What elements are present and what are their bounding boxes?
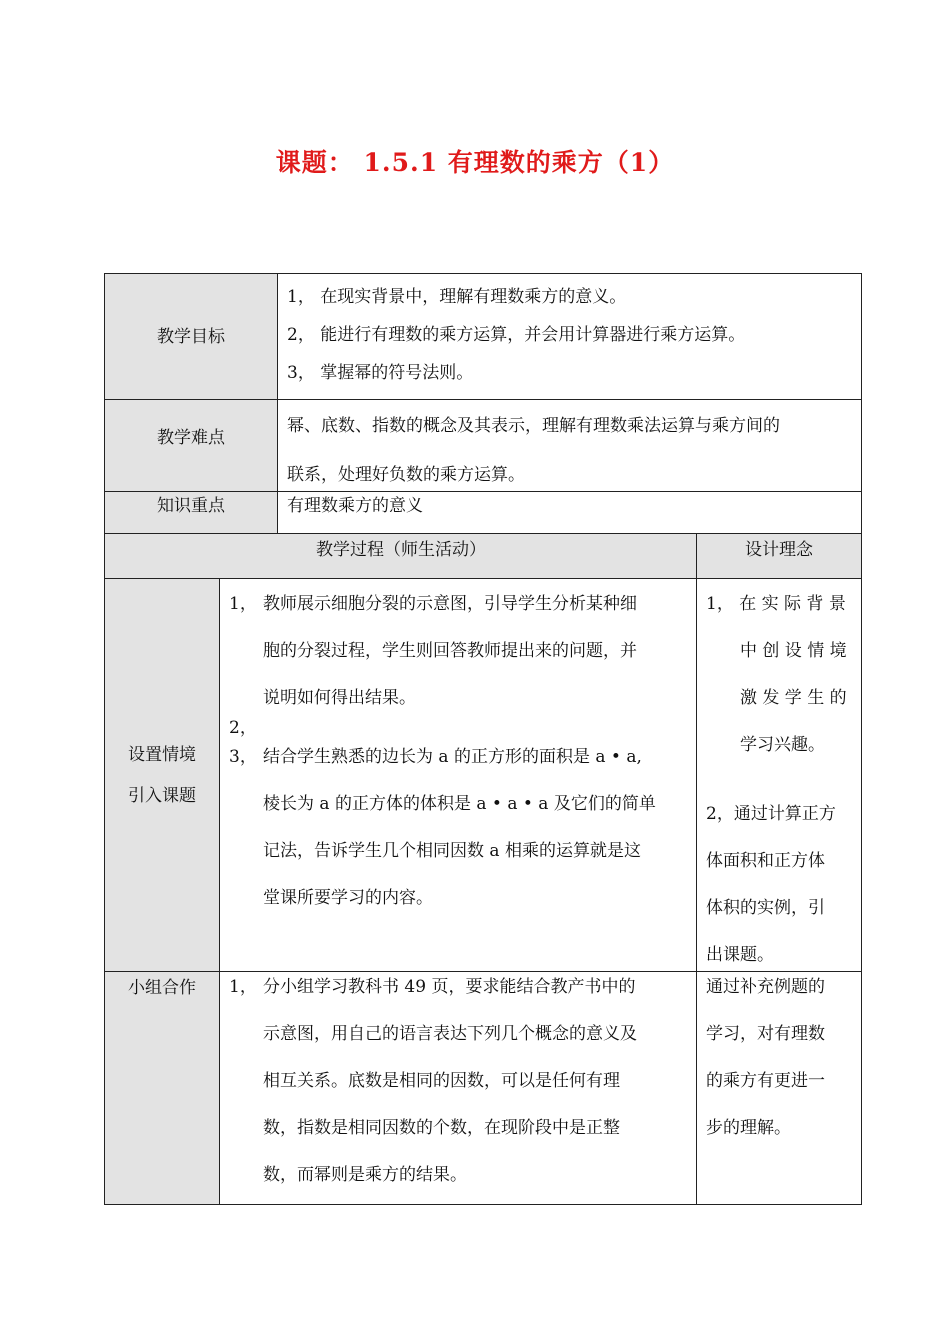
concept-header: 设计理念 xyxy=(745,540,813,560)
item-line: 示意图，用自己的语言表达下列几个概念的意义及 xyxy=(263,1024,637,1044)
row-divider xyxy=(104,399,862,400)
stage1-concept2 xyxy=(706,791,858,979)
concept-line: 2，通过计算正方 xyxy=(706,804,836,824)
concept-line: 学习兴趣。 xyxy=(740,735,825,755)
concept-line: 的乘方有更进一 xyxy=(706,1071,825,1091)
concept-line: 体面积和正方体 xyxy=(706,851,825,871)
item-line: 数，指数是相同因数的个数，在现阶段中是正整 xyxy=(263,1118,620,1138)
page-title: 课题： 1.5.1 有理数的乘方（1） xyxy=(275,148,675,177)
item-line: 教师展示细胞分裂的示意图，引导学生分析某种细 xyxy=(263,594,637,614)
objective-item: 1， 在现实背景中，理解有理数乘方的意义。 xyxy=(287,287,627,307)
column-divider xyxy=(219,578,220,1205)
stage1-item3 xyxy=(229,734,691,922)
item-number: 1， xyxy=(229,977,257,997)
stage2-label-cell xyxy=(105,971,219,1204)
column-divider xyxy=(277,273,278,533)
stage1-item1 xyxy=(229,581,691,722)
item-number: 3， xyxy=(229,747,257,767)
stage2-item1 xyxy=(229,964,691,1199)
row-divider xyxy=(104,578,862,579)
column-divider xyxy=(696,533,697,1205)
item-number: 1， xyxy=(229,594,257,614)
keypoint-text: 有理数乘方的意义 xyxy=(287,496,423,516)
item-line: 数，而幂则是乘方的结果。 xyxy=(263,1165,467,1185)
table-border-right xyxy=(861,273,862,1205)
item-line: 棱长为 a 的正方体的体积是 a • a • a 及它们的简单 xyxy=(263,794,656,814)
concept-line: 学习，对有理数 xyxy=(706,1024,825,1044)
concept-line: 1， 在 实 际 背 景 xyxy=(706,594,846,614)
stage1-label xyxy=(105,735,219,817)
stage1-label-line: 引入课题 xyxy=(128,786,196,806)
row-divider xyxy=(104,533,862,534)
stage2-concept xyxy=(706,964,858,1152)
objective-item: 2， 能进行有理数的乘方运算，并会用计算器进行乘方运算。 xyxy=(287,325,746,345)
item-line: 胞的分裂过程，学生则回答教师提出来的问题，并 xyxy=(263,641,637,661)
process-header: 教学过程（师生活动） xyxy=(316,540,486,560)
difficulty-text xyxy=(287,402,857,500)
table-border-bottom xyxy=(104,1204,862,1205)
item-line: 堂课所要学习的内容。 xyxy=(263,888,433,908)
difficulty-line: 联系，处理好负数的乘方运算。 xyxy=(287,465,525,485)
concept-line: 中 创 设 情 境 xyxy=(740,641,847,661)
item-line: 记法，告诉学生几个相同因数 a 相乘的运算就是这 xyxy=(263,841,641,861)
concept-line: 激 发 学 生 的 xyxy=(740,688,847,708)
difficulty-label: 教学难点 xyxy=(157,428,225,448)
table-border-top xyxy=(104,273,862,274)
stage1-item2-number: 2， xyxy=(229,718,257,738)
stage2-label: 小组合作 xyxy=(128,978,196,998)
objective-item: 3， 掌握幂的符号法则。 xyxy=(287,363,474,383)
difficulty-line: 幂、底数、指数的概念及其表示，理解有理数乘法运算与乘方间的 xyxy=(287,416,780,436)
keypoint-label: 知识重点 xyxy=(157,496,225,516)
item-line: 相互关系。底数是相同的因数，可以是任何有理 xyxy=(263,1071,620,1091)
stage1-concept1 xyxy=(706,581,858,769)
concept-line: 通过补充例题的 xyxy=(706,977,825,997)
concept-line: 体积的实例，引 xyxy=(706,898,825,918)
concept-line: 出课题。 xyxy=(706,945,774,965)
objectives-label: 教学目标 xyxy=(157,327,225,347)
concept-line: 步的理解。 xyxy=(706,1118,791,1138)
item-line: 分小组学习教科书 49 页，要求能结合教产书中的 xyxy=(263,977,636,997)
item-line: 结合学生熟悉的边长为 a 的正方形的面积是 a • a, xyxy=(263,747,642,767)
stage1-label-line: 设置情境 xyxy=(128,745,196,765)
objectives-list xyxy=(287,278,857,392)
item-line: 说明如何得出结果。 xyxy=(263,688,416,708)
